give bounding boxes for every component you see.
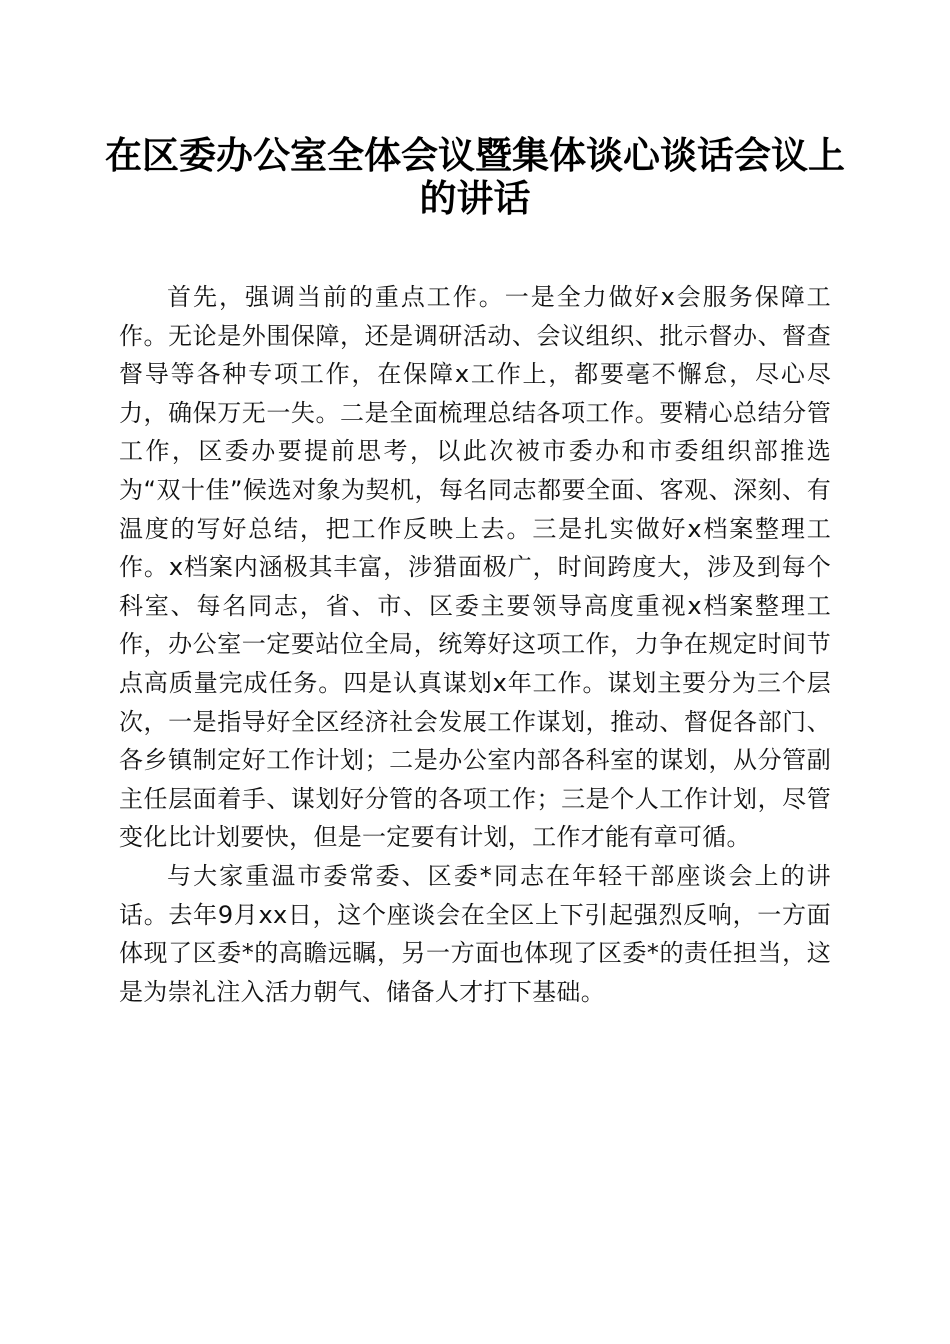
paragraph-key-work: 首先，强调当前的重点工作。一是全力做好x会服务保障工作。无论是外围保障，还是调研活动、会议组织、批示督办、督查督导等各种专项工作，在保障x工作上，都要毫不懈怠，尽心尽力，确保万无一失。二是全面梳理总结各项工作。要精心总结分管工作，区委办要提前思考，以此次被市委办和市委组织部推选为“双十佳”候选对象为契机，每名同志都要全面、客观、深刻、有温度的写好总结，把工作反映上去。三是扎实做好x档案整理工作。x档案内涵极其丰富，涉猎面极广，时间跨度大，涉及到每个科室、每名同志，省、市、区委主要领导高度重视x档案整理工作，办公室一定要站位全局，统筹好这项工作，力争在规定时间节点高质量完成任务。四是认真谋划x年工作。谋划主要分为三个层次，一是指导好全区经济社会发展工作谋划，推动、督促各部门、各乡镇制定好工作计划；二是办公室内部各科室的谋划，从分管副主任层面着手、谋划好分管的各项工作；三是个人工作计划，尽管变化比计划要快，但是一定要有计划，工作才能有章可循。 (119, 283, 831, 852)
document-title: 在区委办公室全体会议暨集体谈心谈话会议上 的讲话 (105, 133, 845, 220)
paragraph-speech-review: 与大家重温市委常委、区委*同志在年轻干部座谈会上的讲话。去年9月xx日，这个座谈会在全区上下引起强烈反响，一方面体现了区委*的高瞻远瞩，另一方面也体现了区委*的责任担当，这是为崇礼注入活力朝气、储备人才打下基础。 (119, 861, 831, 1006)
document-body (119, 278, 831, 1011)
